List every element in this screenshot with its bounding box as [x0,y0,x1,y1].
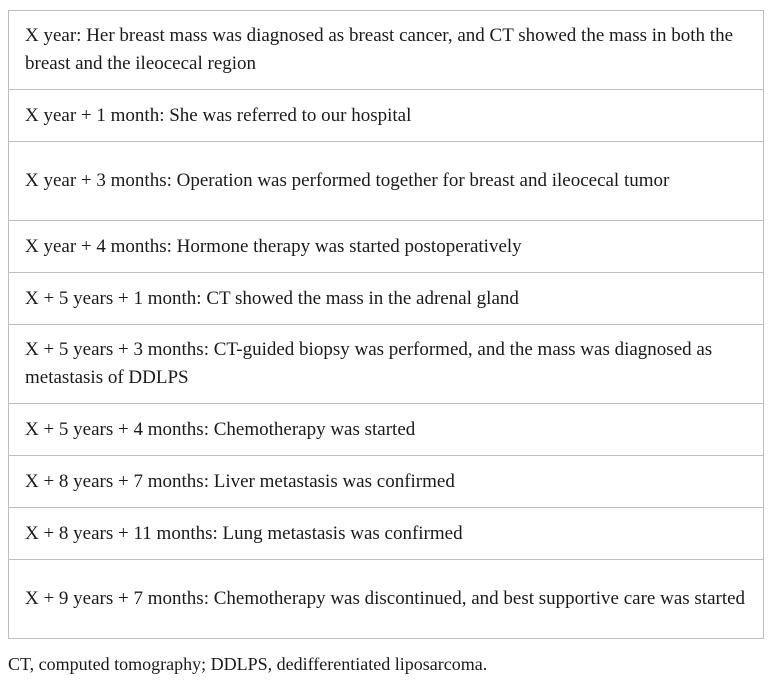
timeline-cell: X + 9 years + 7 months: Chemotherapy was discontinued, and best supportive care was started [9,560,764,639]
timeline-cell: X year + 1 month: She was referred to our hospital [9,90,764,142]
timeline-cell: X + 5 years + 3 months: CT-guided biopsy was performed, and the mass was diagnosed as metastasis of DDLPS [9,325,764,404]
table-footnote: CT, computed tomography; DDLPS, dedifferentiated liposarcoma. [8,654,488,674]
table-row [9,90,764,142]
table-row [9,456,764,508]
table-row [9,142,764,221]
timeline-cell: X year + 4 months: Hormone therapy was started postoperatively [9,221,764,273]
timeline-cell: X year + 3 months: Operation was performed together for breast and ileocecal tumor [9,142,764,221]
timeline-cell: X year: Her breast mass was diagnosed as breast cancer, and CT showed the mass in both the breast and the ileocecal region [9,11,764,90]
timeline-table [8,10,764,639]
table-row [9,273,764,325]
table-row [9,221,764,273]
timeline-cell: X + 5 years + 4 months: Chemotherapy was started [9,404,764,456]
timeline-cell: X + 5 years + 1 month: CT showed the mass in the adrenal gland [9,273,764,325]
table-row [9,560,764,639]
table-row [9,508,764,560]
timeline-cell: X + 8 years + 7 months: Liver metastasis was confirmed [9,456,764,508]
table-row [9,404,764,456]
table-row [9,325,764,404]
table-row [9,11,764,90]
timeline-cell: X + 8 years + 11 months: Lung metastasis was confirmed [9,508,764,560]
